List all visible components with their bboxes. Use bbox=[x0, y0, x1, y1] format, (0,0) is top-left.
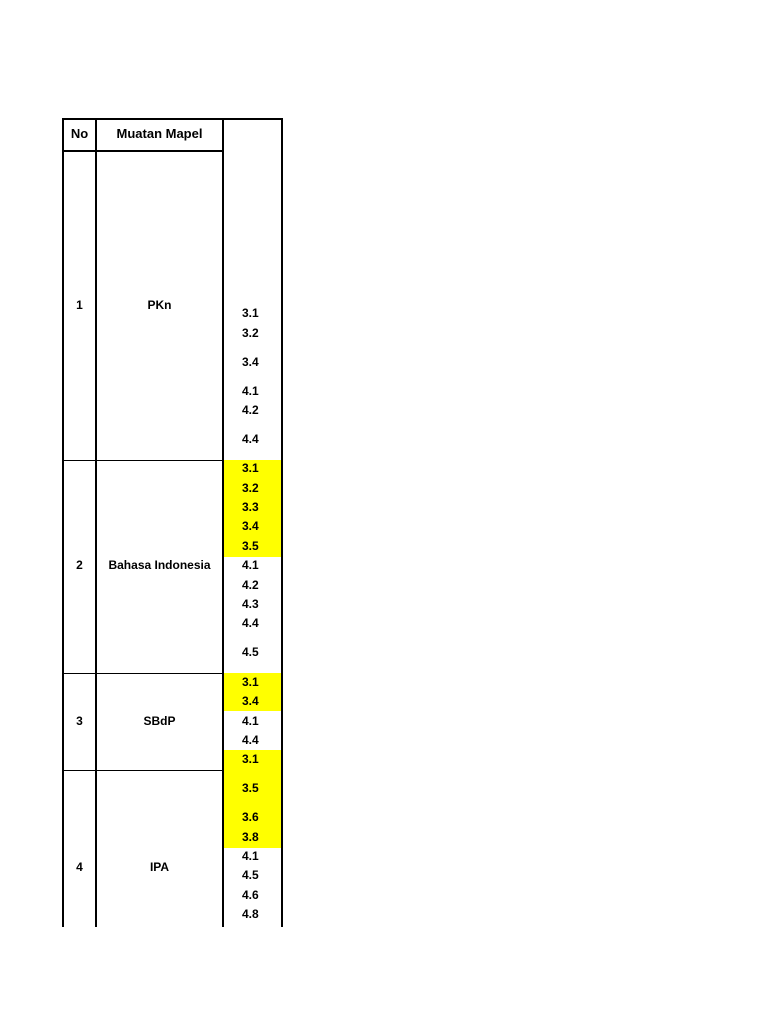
border-no-mapel bbox=[95, 118, 97, 927]
kd-item: 3.1 bbox=[242, 306, 259, 320]
kd-item: 4.1 bbox=[242, 384, 259, 398]
kd-item: 4.2 bbox=[242, 578, 259, 592]
kd-item: 4.5 bbox=[242, 645, 259, 659]
border-row2-bottom bbox=[62, 673, 224, 674]
kd-item: 4.1 bbox=[242, 714, 259, 728]
kd-item: 3.1 bbox=[242, 675, 259, 689]
kd-item: 3.4 bbox=[242, 519, 259, 533]
kd-item: 4.6 bbox=[242, 888, 259, 902]
kd-item: 4.1 bbox=[242, 558, 259, 572]
kd-item: 4.2 bbox=[242, 403, 259, 417]
kd-item: 4.4 bbox=[242, 432, 259, 446]
kd-item: 3.4 bbox=[242, 694, 259, 708]
header-muatan-mapel: Muatan Mapel bbox=[116, 126, 203, 141]
kd-item: 4.5 bbox=[242, 868, 259, 882]
border-header-bottom bbox=[62, 150, 224, 152]
kd-item: 3.1 bbox=[242, 461, 259, 475]
row-no: 3 bbox=[76, 714, 83, 728]
row-mapel: PKn bbox=[147, 298, 172, 312]
border-left bbox=[62, 118, 64, 927]
row-mapel: IPA bbox=[149, 860, 170, 874]
kd-item: 3.3 bbox=[242, 500, 259, 514]
kd-item: 3.1 bbox=[242, 752, 259, 766]
row-no: 1 bbox=[76, 298, 83, 312]
kd-item: 4.4 bbox=[242, 733, 259, 747]
row-mapel: SBdP bbox=[143, 714, 176, 728]
kd-item: 3.6 bbox=[242, 810, 259, 824]
kd-item: 4.8 bbox=[242, 907, 259, 921]
kd-item: 3.2 bbox=[242, 481, 259, 495]
kd-item: 4.4 bbox=[242, 616, 259, 630]
kd-item: 3.5 bbox=[242, 781, 259, 795]
kd-item: 4.3 bbox=[242, 597, 259, 611]
row-no: 4 bbox=[76, 860, 83, 874]
border-row1-bottom bbox=[62, 460, 224, 461]
row-mapel: Bahasa Indonesia bbox=[108, 558, 211, 572]
kd-item: 3.2 bbox=[242, 326, 259, 340]
kd-item: 3.8 bbox=[242, 830, 259, 844]
header-no: No bbox=[70, 126, 89, 141]
border-top bbox=[62, 118, 283, 120]
kd-item: 3.5 bbox=[242, 539, 259, 553]
kd-item: 4.1 bbox=[242, 849, 259, 863]
border-row3-bottom bbox=[62, 770, 224, 771]
kd-item: 3.4 bbox=[242, 355, 259, 369]
row-no: 2 bbox=[76, 558, 83, 572]
